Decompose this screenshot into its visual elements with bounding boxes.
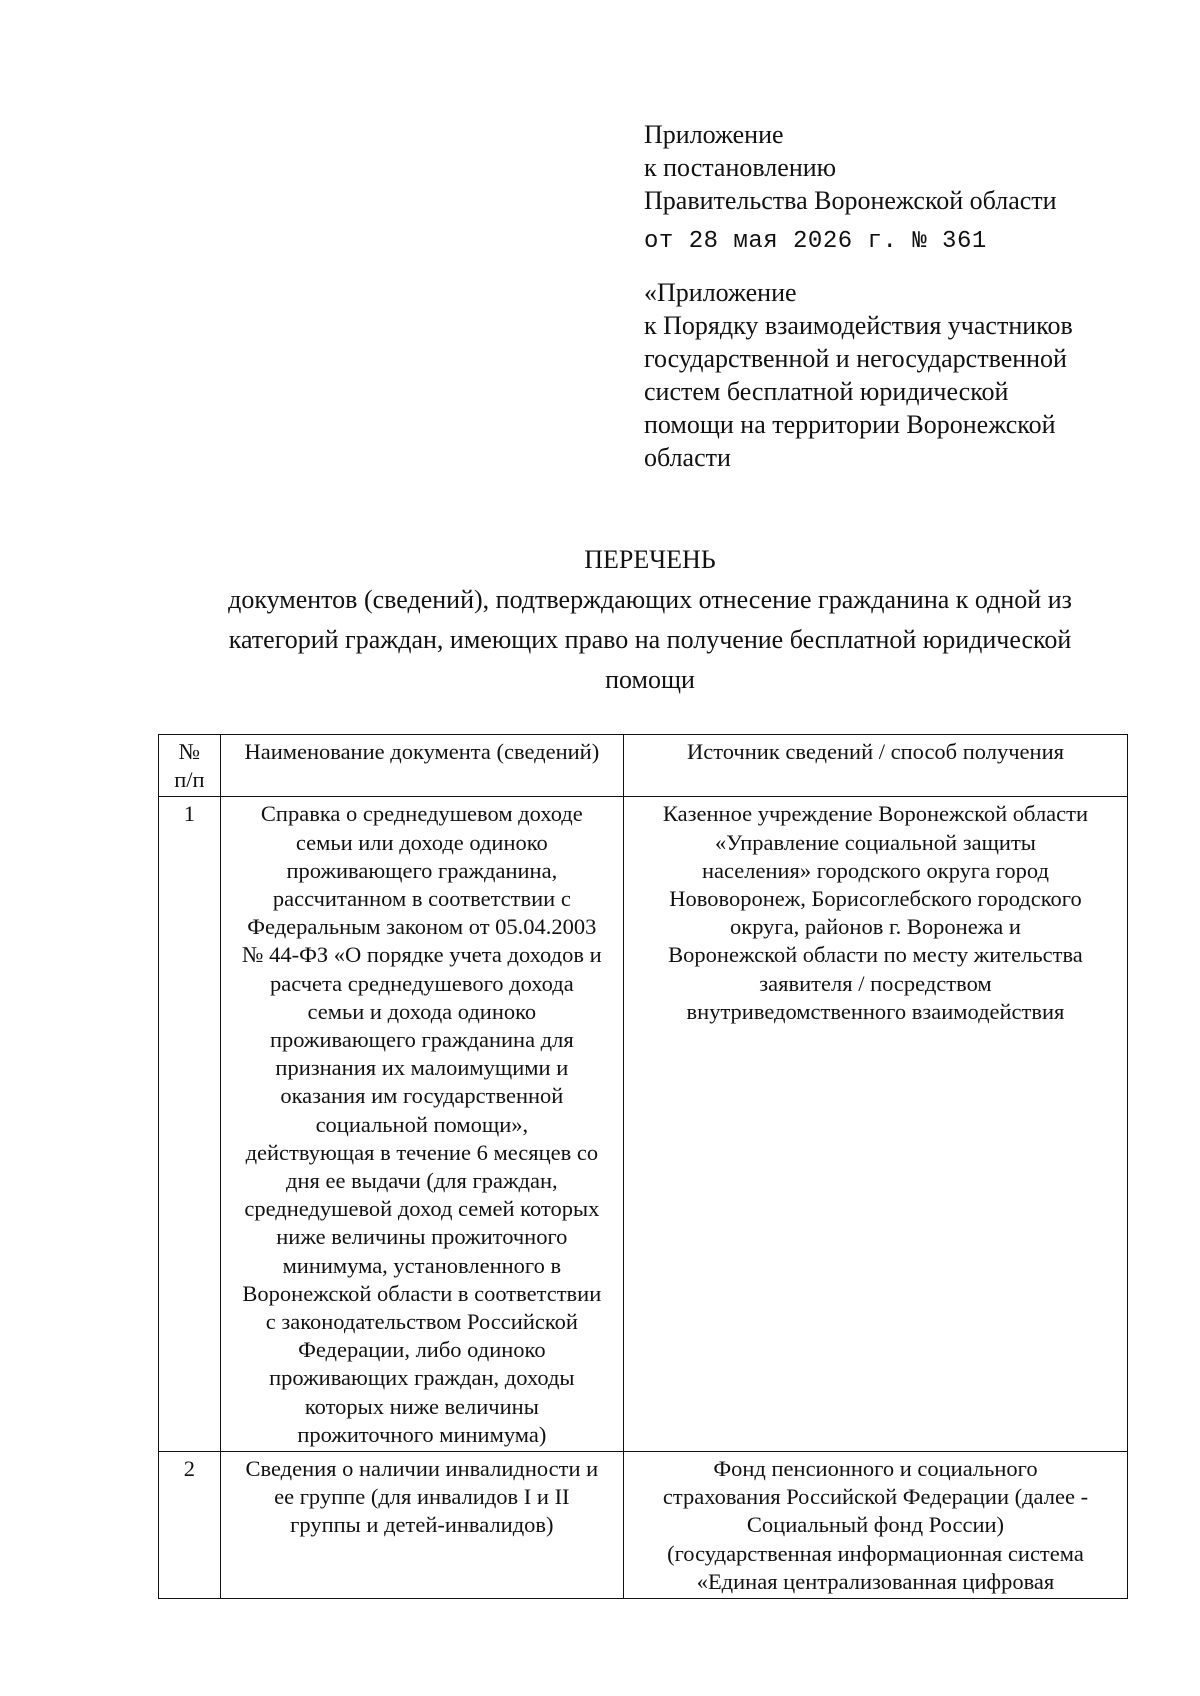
source-line: Нововоронеж, Борисоглебского городского [669, 886, 1082, 912]
appendix-quote [644, 276, 1164, 474]
document-name-line: среднедушевой доход семей которых [244, 1196, 600, 1222]
header-num-line: п/п [174, 767, 205, 793]
table-body [159, 797, 1128, 1599]
document-name-line: Воронежской области в соответствии [242, 1280, 602, 1306]
header-src: Источник сведений / способ получения [623, 735, 1127, 797]
document-name-line: ее группе (для инвалидов I и II [274, 1484, 570, 1510]
row-number: 1 [159, 797, 221, 1452]
table-row [159, 1452, 1128, 1599]
source-line: населения» городского округа город [701, 857, 1049, 883]
header-num [159, 735, 221, 797]
appendix-date: от 28 мая 2026 г. № 361 [644, 228, 987, 255]
appendix-header [644, 118, 1164, 474]
source-line: Социальный фонд России) [746, 1512, 1005, 1538]
document-name-line: Федеральным законом от 05.04.2003 [247, 914, 597, 940]
documents-table [158, 734, 1128, 1599]
appendix-line: к постановлению [644, 153, 837, 182]
document-name-line: с законодательством Российской [265, 1309, 578, 1335]
title-subline: документов (сведений), подтверждающих отнесение гражданина к одной из [228, 585, 1072, 614]
source-cell [623, 797, 1127, 1452]
document-name-line: Федерации, либо одиноко [298, 1337, 546, 1363]
document-name-line: семьи и дохода одиноко [307, 998, 537, 1024]
document-title [150, 540, 1150, 700]
document-name-line: социальной помощи», [315, 1111, 529, 1137]
source-line: страхования Российской Федерации (далее - [662, 1484, 1089, 1510]
document-name-line: которых ниже величины [304, 1393, 539, 1419]
source-line: округа, районов г. Воронежа и [730, 914, 1021, 940]
document-name-line: ниже величины прожиточного [276, 1224, 568, 1250]
table-row [159, 797, 1128, 1452]
document-name-line: признания их малоимущими и [275, 1055, 569, 1081]
document-name-line: дня ее выдачи (для граждан, [286, 1168, 558, 1194]
appendix-quote-line: области [644, 443, 731, 472]
source-line: внутриведомственного взаимодействия [686, 998, 1065, 1024]
source-line: Фонд пенсионного и социального [713, 1456, 1038, 1482]
source-line: «Единая централизованная цифровая [696, 1568, 1055, 1594]
appendix-quote-line: к Порядку взаимодействия участников [644, 311, 1073, 340]
row-number: 2 [159, 1452, 221, 1599]
appendix-line: Правительства Воронежской области [644, 186, 1057, 215]
document-name-line: семьи или доходе одиноко [295, 829, 548, 855]
source-line: заявителя / посредством [759, 970, 992, 996]
title-heading: ПЕРЕЧЕНЬ [584, 545, 716, 574]
document-name-line: группы и детей-инвалидов) [290, 1512, 554, 1538]
header-num-line: № [178, 739, 201, 764]
document-name-line: Справка о среднедушевом доходе [260, 801, 583, 827]
appendix-line: Приложение [644, 120, 784, 149]
appendix-quote-line: помощи на территории Воронежской [644, 410, 1056, 439]
header-doc: Наименование документа (сведений) [220, 735, 623, 797]
appendix-quote-line: «Приложение [644, 278, 797, 307]
document-name-line: оказания им государственной [280, 1083, 564, 1109]
title-subline: категорий граждан, имеющих право на получение бесплатной юридической [228, 625, 1072, 654]
document-name-line: действующая в течение 6 месяцев со [245, 1139, 599, 1165]
document-name-line: проживающего гражданина для [269, 1027, 574, 1053]
table-header-row [159, 735, 1128, 797]
title-subline: помощи [605, 665, 695, 694]
document-name-line: № 44-ФЗ «О порядке учета доходов и [242, 942, 602, 968]
document-name-line: расчета среднедушевого дохода [269, 970, 574, 996]
appendix-quote-line: систем бесплатной юридической [644, 377, 1009, 406]
document-name-line: Сведения о наличии инвалидности и [245, 1456, 599, 1482]
source-line: Казенное учреждение Воронежской области [662, 801, 1089, 827]
appendix-quote-line: государственной и негосударственной [644, 344, 1067, 373]
source-cell [623, 1452, 1127, 1599]
document-name-line: проживающего гражданина, [286, 857, 558, 883]
document-name-line: прожиточного минимума) [297, 1421, 547, 1447]
source-line: «Управление социальной защиты [715, 829, 1036, 855]
source-line: (государственная информационная система [667, 1540, 1084, 1566]
document-name-line: проживающих граждан, доходы [269, 1365, 575, 1391]
source-line: Воронежской области по месту жительства [668, 942, 1083, 968]
document-name-line: минимума, установленного в [282, 1252, 562, 1278]
document-name-line: рассчитанном в соответствии с [272, 886, 571, 912]
document-name-cell [220, 1452, 623, 1599]
document-name-cell [220, 797, 623, 1452]
